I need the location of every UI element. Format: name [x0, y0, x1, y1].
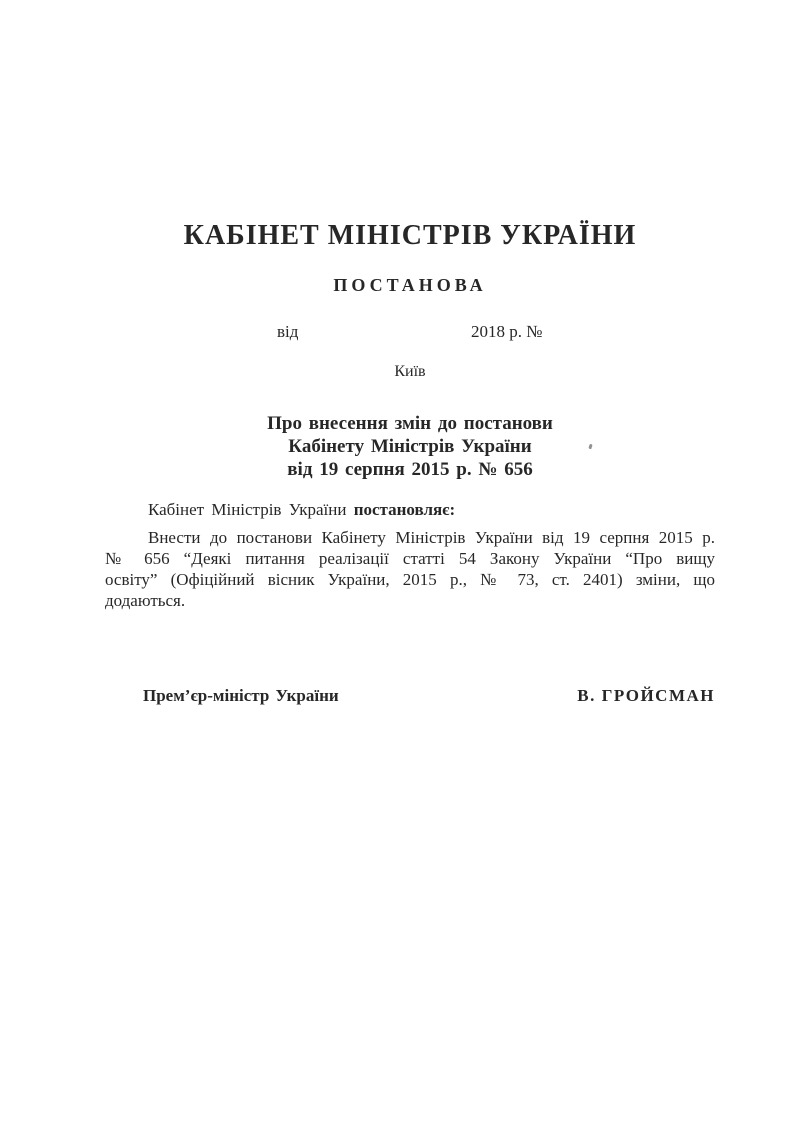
- subject-line: Кабінету Міністрів України: [288, 436, 532, 457]
- subject-heading: [105, 412, 715, 481]
- enacting-verb-text: постановляє:: [353, 500, 456, 519]
- subject-line: Про внесення змін до постанови: [267, 413, 553, 434]
- doc-type-heading: ПОСТАНОВА: [333, 275, 487, 295]
- city-label: Київ: [394, 363, 426, 380]
- body-line: Внести до постанови Кабінету Міністрів України від 19 серпня 2015 р.: [148, 528, 715, 547]
- signer-title: Прем’єр-міністр України: [143, 686, 339, 705]
- signature-row: [105, 685, 715, 707]
- body-paragraph: [105, 527, 715, 611]
- body-line: додаються.: [105, 591, 186, 610]
- date-prefix-label: від: [277, 322, 299, 341]
- body-line: освіту” (Офіційний вісник України, 2015 р., № 73, ст. 2401) зміни, що: [105, 570, 715, 589]
- signer-name: В. ГРОЙСМАН: [577, 686, 715, 705]
- org-name-heading: КАБІНЕТ МІНІСТРІВ УКРАЇНИ: [183, 220, 637, 251]
- date-year-label: 2018 р. №: [471, 322, 543, 341]
- enacting-paragraph: [105, 499, 715, 521]
- body-line: № 656 “Деякі питання реалізації статті 54 Закону України “Про вищу: [105, 549, 715, 568]
- enacting-lead-text: Кабінет Міністрів України: [148, 500, 354, 519]
- subject-line: від 19 серпня 2015 р. № 656: [287, 459, 533, 480]
- date-line: [105, 322, 715, 342]
